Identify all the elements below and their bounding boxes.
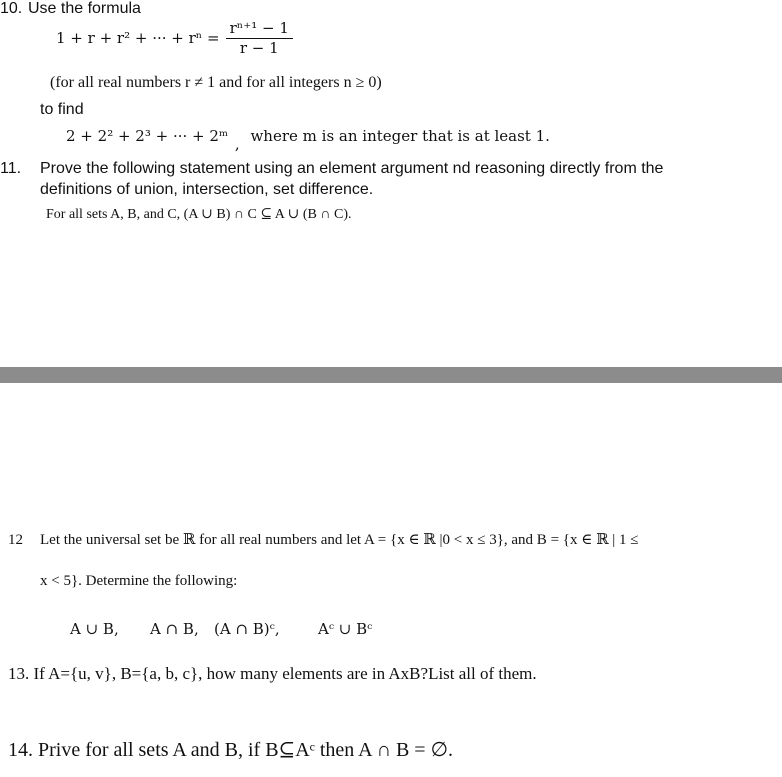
question-11-line1	[0, 160, 663, 178]
question-11-line2: definitions of union, intersection, set difference.	[40, 181, 374, 198]
formula-fraction	[226, 20, 293, 56]
question-10-header	[0, 0, 141, 18]
section-divider	[0, 367, 782, 383]
power-sum-expression	[66, 127, 550, 153]
question-text-line1: Prove the following statement using an element argument nd reasoning directly from the	[40, 160, 664, 177]
power-sum: 2 + 2² + 2³ + ··· + 2ᵐ	[66, 127, 229, 145]
question-number: 11.	[0, 160, 22, 177]
formula-numerator: rⁿ⁺¹ − 1	[229, 19, 289, 37]
operation-item: A ∩ B,	[150, 620, 199, 638]
power-sum-note: where m is an integer that is at least 1.	[250, 127, 550, 145]
operation-item: A ∪ B,	[70, 620, 119, 638]
set-operations-list	[70, 620, 372, 638]
formula-denominator: r − 1	[239, 38, 279, 57]
operation-item: (A ∩ B)ᶜ,	[214, 620, 280, 638]
question-text-line1: Let the universal set be ℝ for all real numbers and let A = {x ∈ ℝ |0 < x ≤ 3}, and B = {x ∈ ℝ | 1 ≤	[40, 532, 639, 548]
question-number: 12	[8, 532, 23, 548]
geometric-series-formula	[56, 20, 293, 56]
question-12-line1	[8, 530, 639, 549]
to-find-label: to find	[40, 101, 84, 118]
set-statement: For all sets A, B, and C, (A ∪ B) ∩ C ⊆ A ∪ (B ∩ C).	[46, 207, 352, 222]
question-12-line2: x < 5}. Determine the following:	[40, 573, 238, 589]
question-instruction: Use the formula	[28, 0, 141, 17]
formula-condition: (for all real numbers r ≠ 1 and for all integers n ≥ 0)	[50, 74, 382, 91]
formula-lhs: 1 + r + r² + ··· + rⁿ =	[56, 29, 220, 47]
question-14: 14. Prive for all sets A and B, if B⊆Aᶜ then A ∩ B = ∅.	[8, 739, 454, 761]
question-13: 13. If A={u, v}, B={a, b, c}, how many elements are in AxB?List all of them.	[8, 664, 537, 683]
operation-item: Aᶜ ∪ Bᶜ	[318, 620, 373, 638]
comma: ,	[234, 135, 240, 153]
question-number: 10.	[0, 0, 23, 17]
